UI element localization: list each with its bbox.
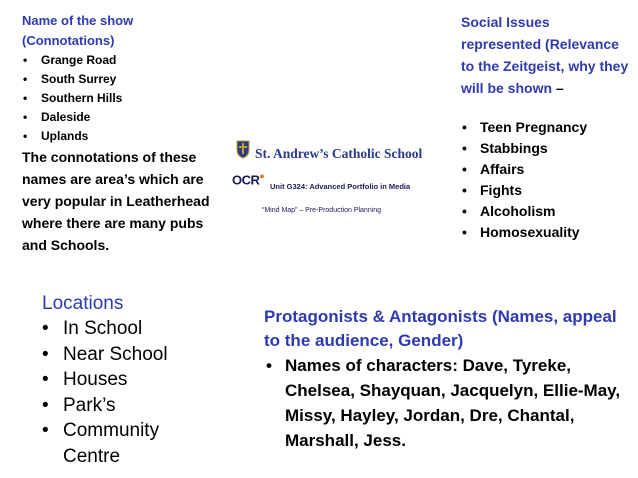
protagonists-heading: Protagonists & Antagonists (Names, appeal to the audience, Gender) <box>264 307 617 350</box>
social-heading <box>461 11 631 99</box>
list-item: • Near School <box>42 342 242 368</box>
locations-section <box>42 291 242 469</box>
list-item: • Teen Pregnancy <box>461 117 631 138</box>
school-logo-banner <box>232 135 438 225</box>
mind-map-caption: “Mind Map” – Pre-Production Planning <box>262 207 382 214</box>
list-item: • Names of characters: Dave, Tyreke, Chelsea, Shayquan, Jacquelyn, Ellie-May, Missy, Hayley, Jordan, Dre, Chantal, Marshall, Jess. <box>264 353 634 453</box>
show-names-section <box>22 11 222 256</box>
show-names-list <box>22 51 222 146</box>
locations-heading: Locations <box>42 293 124 314</box>
social-issues-list <box>461 117 631 243</box>
locations-list <box>42 316 242 469</box>
list-item: • In School <box>42 316 242 342</box>
list-item: • South Surrey <box>22 70 222 89</box>
show-heading <box>22 11 222 51</box>
list-item: • Houses <box>42 367 242 393</box>
list-item: • Affairs <box>461 159 631 180</box>
list-item: • Daleside <box>22 108 222 127</box>
ocr-text: OCR <box>232 172 260 188</box>
list-item: • Fights <box>461 180 631 201</box>
ocr-logo <box>232 171 264 187</box>
school-name: St. Andrew’s Catholic School <box>255 146 423 161</box>
protagonists-section <box>264 305 634 453</box>
show-heading-line2: (Connotations) <box>22 33 115 48</box>
list-item: • Uplands <box>22 127 222 146</box>
social-issues-section <box>461 11 631 243</box>
school-crest-icon <box>236 140 250 159</box>
characters-list <box>264 353 634 453</box>
list-item: • Southern Hills <box>22 89 222 108</box>
list-item: • Homosexuality <box>461 222 631 243</box>
social-heading-text: Social Issues represented (Relevance to the Zeitgeist, why they will be shown <box>461 14 629 96</box>
list-item: • Park’s <box>42 393 242 419</box>
list-item: • Grange Road <box>22 51 222 70</box>
list-item: • Alcoholism <box>461 201 631 222</box>
show-heading-line1: Name of the show <box>22 13 134 28</box>
social-heading-suffix: – <box>552 80 564 96</box>
list-item: • Stabbings <box>461 138 631 159</box>
connotations-text: The connotations of these names are area’s which are very popular in Leatherhead where there are many pubs and Schools. <box>22 149 210 253</box>
unit-title: Unit G324: Advanced Portfolio in Media <box>270 182 411 191</box>
list-item: • Community Centre <box>42 418 193 469</box>
ocr-mark-icon: ● <box>259 171 265 181</box>
